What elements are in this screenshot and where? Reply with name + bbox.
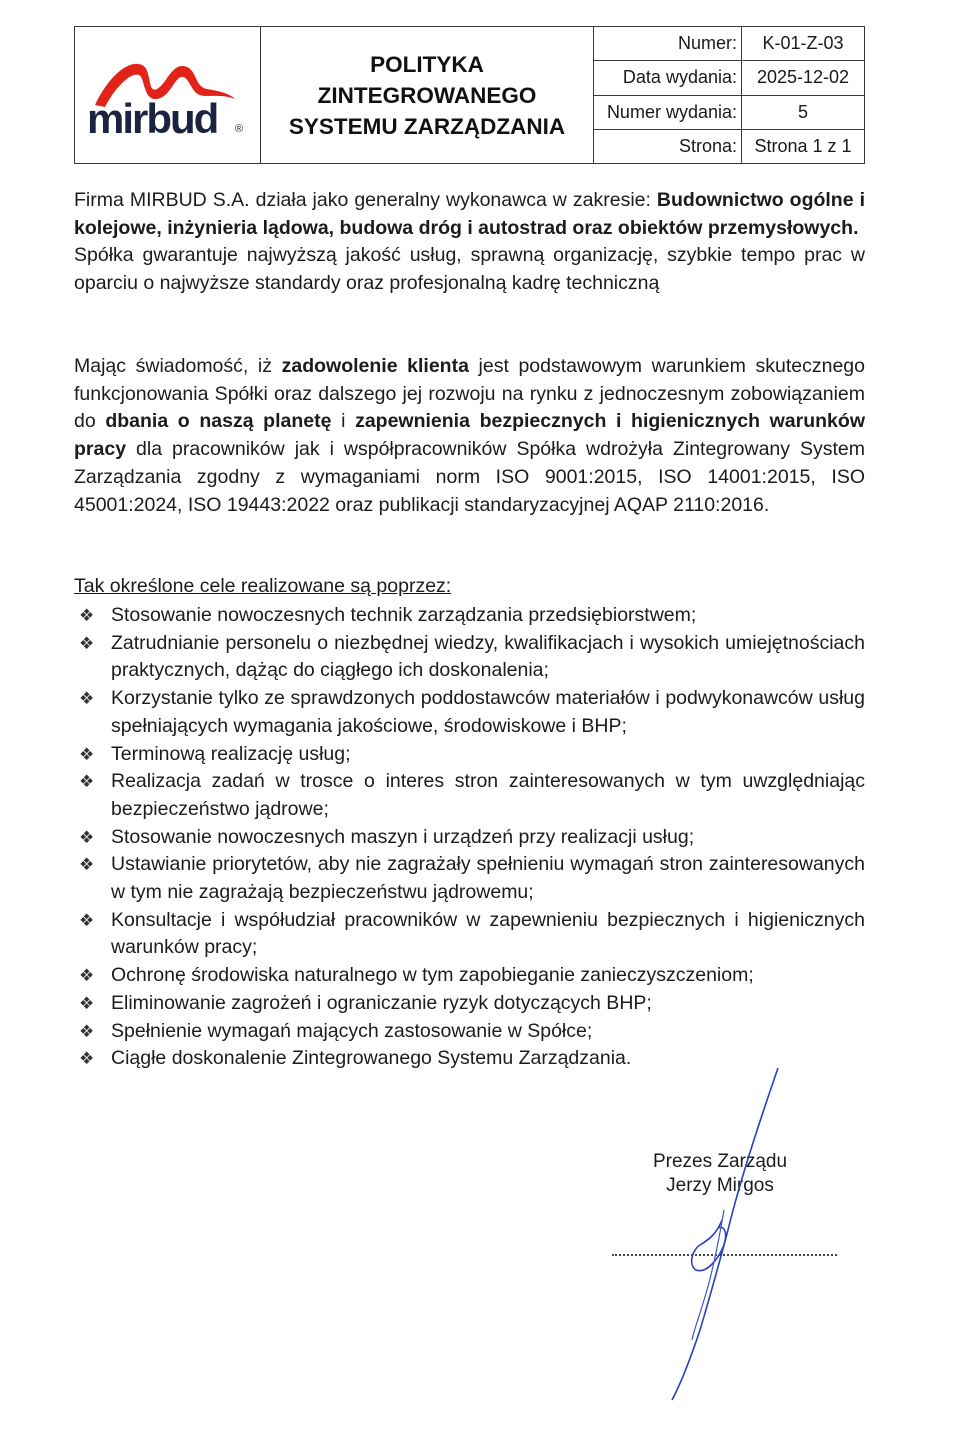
meta-value: 2025-12-02	[756, 67, 850, 88]
goal-text: Konsultacje i współudział pracowników w zapewnieniu bezpiecznych i higienicznych warunków pracy;	[111, 908, 865, 959]
handwritten-signature-icon	[600, 1060, 820, 1405]
diamond-bullet-icon: ❖	[79, 966, 95, 986]
commitment-text: Mając świadomość, iż	[74, 355, 282, 377]
diamond-bullet-icon: ❖	[79, 772, 95, 792]
commitment-bold: zadowolenie klienta	[281, 355, 469, 377]
diamond-bullet-icon: ❖	[79, 855, 95, 875]
goal-item	[74, 630, 865, 685]
commitment-text: i	[331, 410, 356, 433]
goal-text: Ustawianie priorytetów, aby nie zagrażały spełnieniu wymagań stron zainteresowanych w tym nie zagrażają bezpieczeństwu jądrowemu;	[111, 853, 865, 904]
meta-value: Strona 1 z 1	[754, 135, 852, 156]
goal-text: Ciągłe doskonalenie Zintegrowanego Systemu Zarządzania.	[111, 1047, 632, 1070]
goal-item	[74, 1018, 865, 1046]
commitment-paragraph	[74, 353, 865, 519]
goal-item	[74, 907, 865, 962]
commitment-text: jest podstawowym warunkiem skutecznego funkcjonowania Spółki oraz dalszego jej rozwoju na rynku z jednoczesnym zobowiązaniem do	[74, 355, 865, 433]
goal-text: Stosowanie nowoczesnych maszyn i urządzeń przy realizacji usług;	[111, 825, 695, 848]
meta-row-issue-number	[594, 96, 864, 130]
diamond-bullet-icon: ❖	[79, 606, 95, 625]
diamond-bullet-icon: ❖	[79, 633, 95, 653]
document-title	[261, 27, 594, 163]
title-line-2: ZINTEGROWANEGO	[317, 82, 537, 108]
diamond-bullet-icon: ❖	[79, 1049, 95, 1069]
goal-text: Stosowanie nowoczesnych technik zarządzania przedsiębiorstwem;	[111, 604, 697, 626]
goal-item	[74, 741, 865, 769]
goal-text: Spełnienie wymagań mających zastosowanie w Spółce;	[111, 1019, 593, 1042]
goal-text: Terminową realizację usług;	[111, 742, 351, 765]
goal-item	[74, 602, 865, 630]
goal-text: Ochronę środowiska naturalnego w tym zapobieganie zanieczyszczeniom;	[111, 964, 754, 987]
goal-item	[74, 962, 865, 990]
goal-item	[74, 824, 865, 852]
signatory-name: Jerzy Mirgos	[666, 1175, 774, 1196]
commitment-bold: dbania o naszą planetę	[105, 410, 332, 433]
signatory-role: Prezes Zarządu	[652, 1151, 788, 1172]
diamond-bullet-icon: ❖	[79, 827, 95, 847]
meta-label: Strona:	[594, 130, 742, 163]
meta-row-issue-date	[594, 61, 864, 95]
meta-value: 5	[797, 101, 808, 122]
logo-cell	[75, 27, 261, 163]
intro-text: Firma MIRBUD S.A. działa jako generalny wykonawca w zakresie:	[74, 189, 657, 211]
goal-item	[74, 685, 865, 740]
meta-value: K-01-Z-03	[762, 33, 844, 54]
goal-item	[74, 851, 865, 906]
title-line-3: SYSTEMU ZARZĄDZANIA	[288, 113, 566, 139]
intro-scope-bold: Budownictwo ogólne i kolejowe, inżynieria lądowa, budowa dróg i autostrad oraz obiektów przemysłowych.	[74, 189, 865, 239]
goal-text: Realizacja zadań w trosce o interes stron zainteresowanych w tym uwzględniając bezpieczeństwo jądrowe;	[111, 770, 865, 820]
meta-label: Numer wydania:	[594, 96, 742, 129]
diamond-bullet-icon: ❖	[79, 689, 95, 709]
title-line-1: POLITYKA	[370, 51, 484, 77]
commitment-bold: zapewnienia bezpiecznych i higienicznych warunków pracy	[74, 410, 865, 461]
goal-text: Korzystanie tylko ze sprawdzonych poddostawców materiałów i podwykonawców usług spełniających wymagania jakościowe, środowiskowe i BHP;	[111, 687, 865, 737]
document-meta	[594, 27, 864, 163]
meta-label: Data wydania:	[594, 61, 742, 94]
goal-item	[74, 990, 865, 1018]
goals-heading: Tak określone cele realizowane są poprzez:	[74, 575, 452, 597]
meta-label: Numer:	[594, 27, 742, 60]
intro-guarantee-text: Spółka gwarantuje najwyższą jakość usług, sprawną organizację, szybkie tempo prac w oparciu o najwyższe standardy oraz profesjonalną kadrę techniczną	[74, 244, 865, 295]
goal-text: Eliminowanie zagrożeń i ograniczanie ryzyk dotyczących BHP;	[111, 991, 652, 1014]
commitment-text: dla pracowników jak i współpracowników Spółka wdrożyła Zintegrowany System Zarządzania zgodny z wymaganiami norm ISO 9001:2015, ISO 14001:2015, ISO 45001:2024, ISO 19443:2022 oraz publikacji standaryzacyjnej AQAP 2110:2016.	[74, 438, 865, 516]
meta-row-number	[594, 27, 864, 61]
diamond-bullet-icon: ❖	[79, 910, 95, 930]
diamond-bullet-icon: ❖	[79, 993, 95, 1013]
goals-list	[74, 602, 865, 1073]
document-header-table	[74, 26, 865, 164]
registered-mark: ®	[235, 123, 244, 135]
goal-text: Zatrudnianie personelu o niezbędnej wiedzy, kwalifikacjach i wysokich umiejętnościach praktycznych, dążąc do ciągłego ich doskonalenia;	[111, 631, 865, 682]
goal-item	[74, 768, 865, 823]
meta-row-page	[594, 130, 864, 163]
diamond-bullet-icon: ❖	[79, 1021, 95, 1041]
mirbud-logo-wordmark: mirbud	[87, 95, 218, 142]
diamond-bullet-icon: ❖	[79, 744, 95, 764]
intro-paragraph	[74, 187, 865, 298]
